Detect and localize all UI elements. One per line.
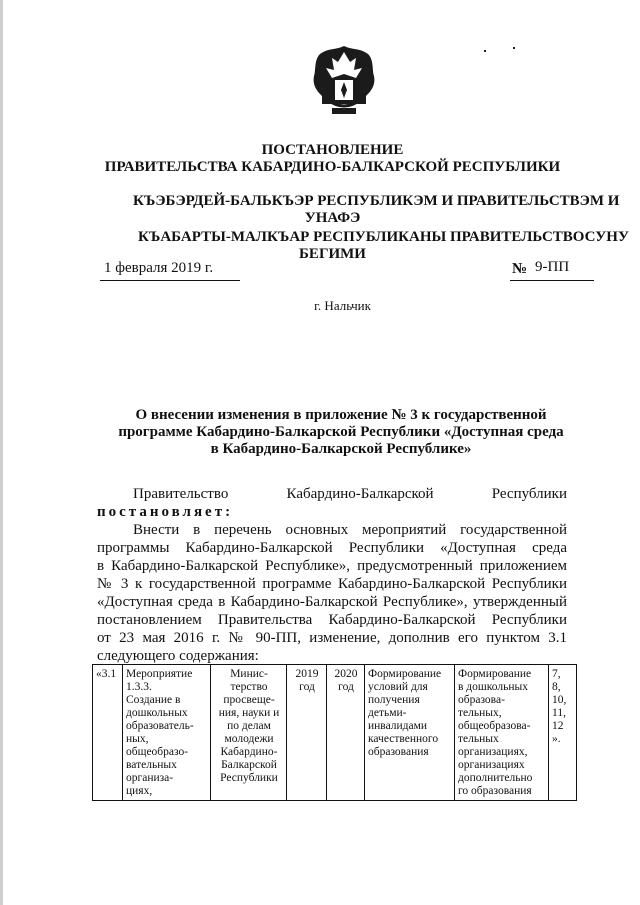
cell-line: общеобразова- — [458, 720, 531, 732]
cell-line: организациях, — [458, 746, 528, 758]
cell-line: детьми- — [368, 707, 407, 719]
cell-line: качественного — [368, 733, 439, 745]
number-sign: № — [512, 261, 528, 277]
cell-line: Формирование — [368, 668, 442, 680]
cell-item-number: «3.1 — [93, 665, 123, 801]
cell-line: 7, — [552, 668, 561, 680]
body-line: № 3 к государственной программе Кабардино-Балкарской Республики — [97, 576, 567, 592]
date-underline — [100, 280, 240, 281]
cell-line: год — [338, 681, 354, 693]
body-line: от 23 мая 2016 г. № 90-ПП, изменение, дополнив его пунктом 3.1 — [97, 630, 567, 646]
cell-line: 2020 — [334, 668, 358, 680]
measures-table — [92, 664, 577, 801]
cell-executor — [211, 665, 287, 801]
body-line: «Доступная среда в Кабардино-Балкарской Республике», утвержденный — [97, 594, 567, 610]
body-line: следующего содержания: — [97, 648, 259, 664]
cell-start-year — [287, 665, 327, 801]
page-edge-shadow — [0, 0, 3, 905]
cell-line: образователь- — [126, 720, 194, 732]
body-line: постановлением Правительства Кабардино-Балкарской Республики — [97, 612, 567, 628]
cell-measure — [123, 665, 211, 801]
cell-line: 11, — [552, 707, 566, 719]
cell-line: циях, — [126, 785, 153, 797]
kabardian-title-line1: КЪЭБЭРДЕЙ-БАЛЬКЪЭР РЕСПУБЛИКЭМ И ПРАВИТЕЛЬСТВЭМ И — [133, 193, 620, 209]
balkar-title-line1: КЪАБАРТЫ-МАЛКЪАР РЕСПУБЛИКАНЫ ПРАВИТЕЛЬСТВОСУНУ — [138, 229, 629, 245]
scan-speck — [513, 47, 515, 49]
cell-line: 10, — [552, 694, 567, 706]
cell-line: Формирование — [458, 668, 532, 680]
document-city: г. Нальчик — [314, 298, 371, 313]
cell-line: Мероприятие — [126, 668, 193, 680]
body-line-decree: постановляет: — [97, 504, 234, 520]
table-row — [93, 665, 577, 801]
cell-line: го образования — [458, 785, 532, 797]
kabardian-title-line2: УНАФЭ — [304, 210, 361, 226]
cell-line: образования — [368, 746, 429, 758]
cell-line: организациях — [458, 759, 525, 771]
issuer-title: ПРАВИТЕЛЬСТВА КАБАРДИНО-БАЛКАРСКОЙ РЕСПУБЛИКИ — [104, 159, 561, 175]
cell-line: организа- — [126, 772, 174, 784]
cell-line: тельных, — [458, 707, 502, 719]
cell-indicator — [455, 665, 549, 801]
cell-line: ния, науки и — [218, 707, 280, 719]
cell-result — [365, 665, 455, 801]
cell-line: молодежи — [224, 733, 274, 745]
cell-line: получения — [368, 694, 420, 706]
cell-line: тельных — [458, 733, 499, 745]
cell-line: 1.3.3. — [126, 681, 152, 693]
document-subject — [100, 407, 582, 458]
cell-line: по делам — [227, 720, 271, 732]
subject-line: программе Кабардино-Балкарской Республики «Доступная среда — [118, 424, 564, 440]
cell-line: дополнительно — [458, 772, 533, 784]
cell-line: ». — [552, 733, 561, 745]
document-type-title: ПОСТАНОВЛЕНИЕ — [261, 142, 404, 158]
balkar-title-line2: БЕГИМИ — [299, 246, 366, 262]
cell-line: терство — [230, 681, 268, 693]
cell-line: ных, — [126, 733, 149, 745]
cell-line: 8, — [552, 681, 561, 693]
cell-end-year — [327, 665, 365, 801]
cell-line: 12 — [552, 720, 564, 732]
cell-line: условий для — [368, 681, 428, 693]
cell-line: Создание в — [126, 694, 181, 706]
cell-line: инвалидами — [368, 720, 428, 732]
body-line: программы Кабардино-Балкарской Республики «Доступная среда — [97, 540, 567, 556]
cell-line: Кабардино- — [220, 746, 278, 758]
body-line: Внести в перечень основных мероприятий государственной — [133, 522, 567, 538]
cell-line: 2019 — [295, 668, 319, 680]
body-line: Правительство Кабардино-Балкарской Республики — [133, 486, 567, 502]
number-underline — [510, 280, 594, 281]
scan-speck — [484, 50, 486, 52]
cell-line: Минис- — [230, 668, 268, 680]
cell-line: Республики — [220, 772, 278, 784]
cell-line: образова- — [458, 694, 505, 706]
cell-links — [549, 665, 577, 801]
cell-line: Балкарской — [221, 759, 277, 771]
cell-line: в дошкольных — [458, 681, 528, 693]
cell-line: просвеще- — [223, 694, 275, 706]
document-number: 9-ПП — [535, 259, 570, 275]
cell-line: общеобразо- — [126, 746, 189, 758]
cell-line: год — [299, 681, 315, 693]
subject-line: О внесении изменения в приложение № 3 к государственной — [135, 407, 547, 423]
document-date: 1 февраля 2019 г. — [104, 260, 214, 276]
cell-line: вательных — [126, 759, 177, 771]
body-line: в Кабардино-Балкарской Республике», предусмотренный приложением — [97, 558, 567, 574]
cell-line: дошкольных — [126, 707, 188, 719]
coat-of-arms-emblem — [308, 40, 380, 120]
subject-line: в Кабардино-Балкарской Республике» — [210, 441, 472, 457]
